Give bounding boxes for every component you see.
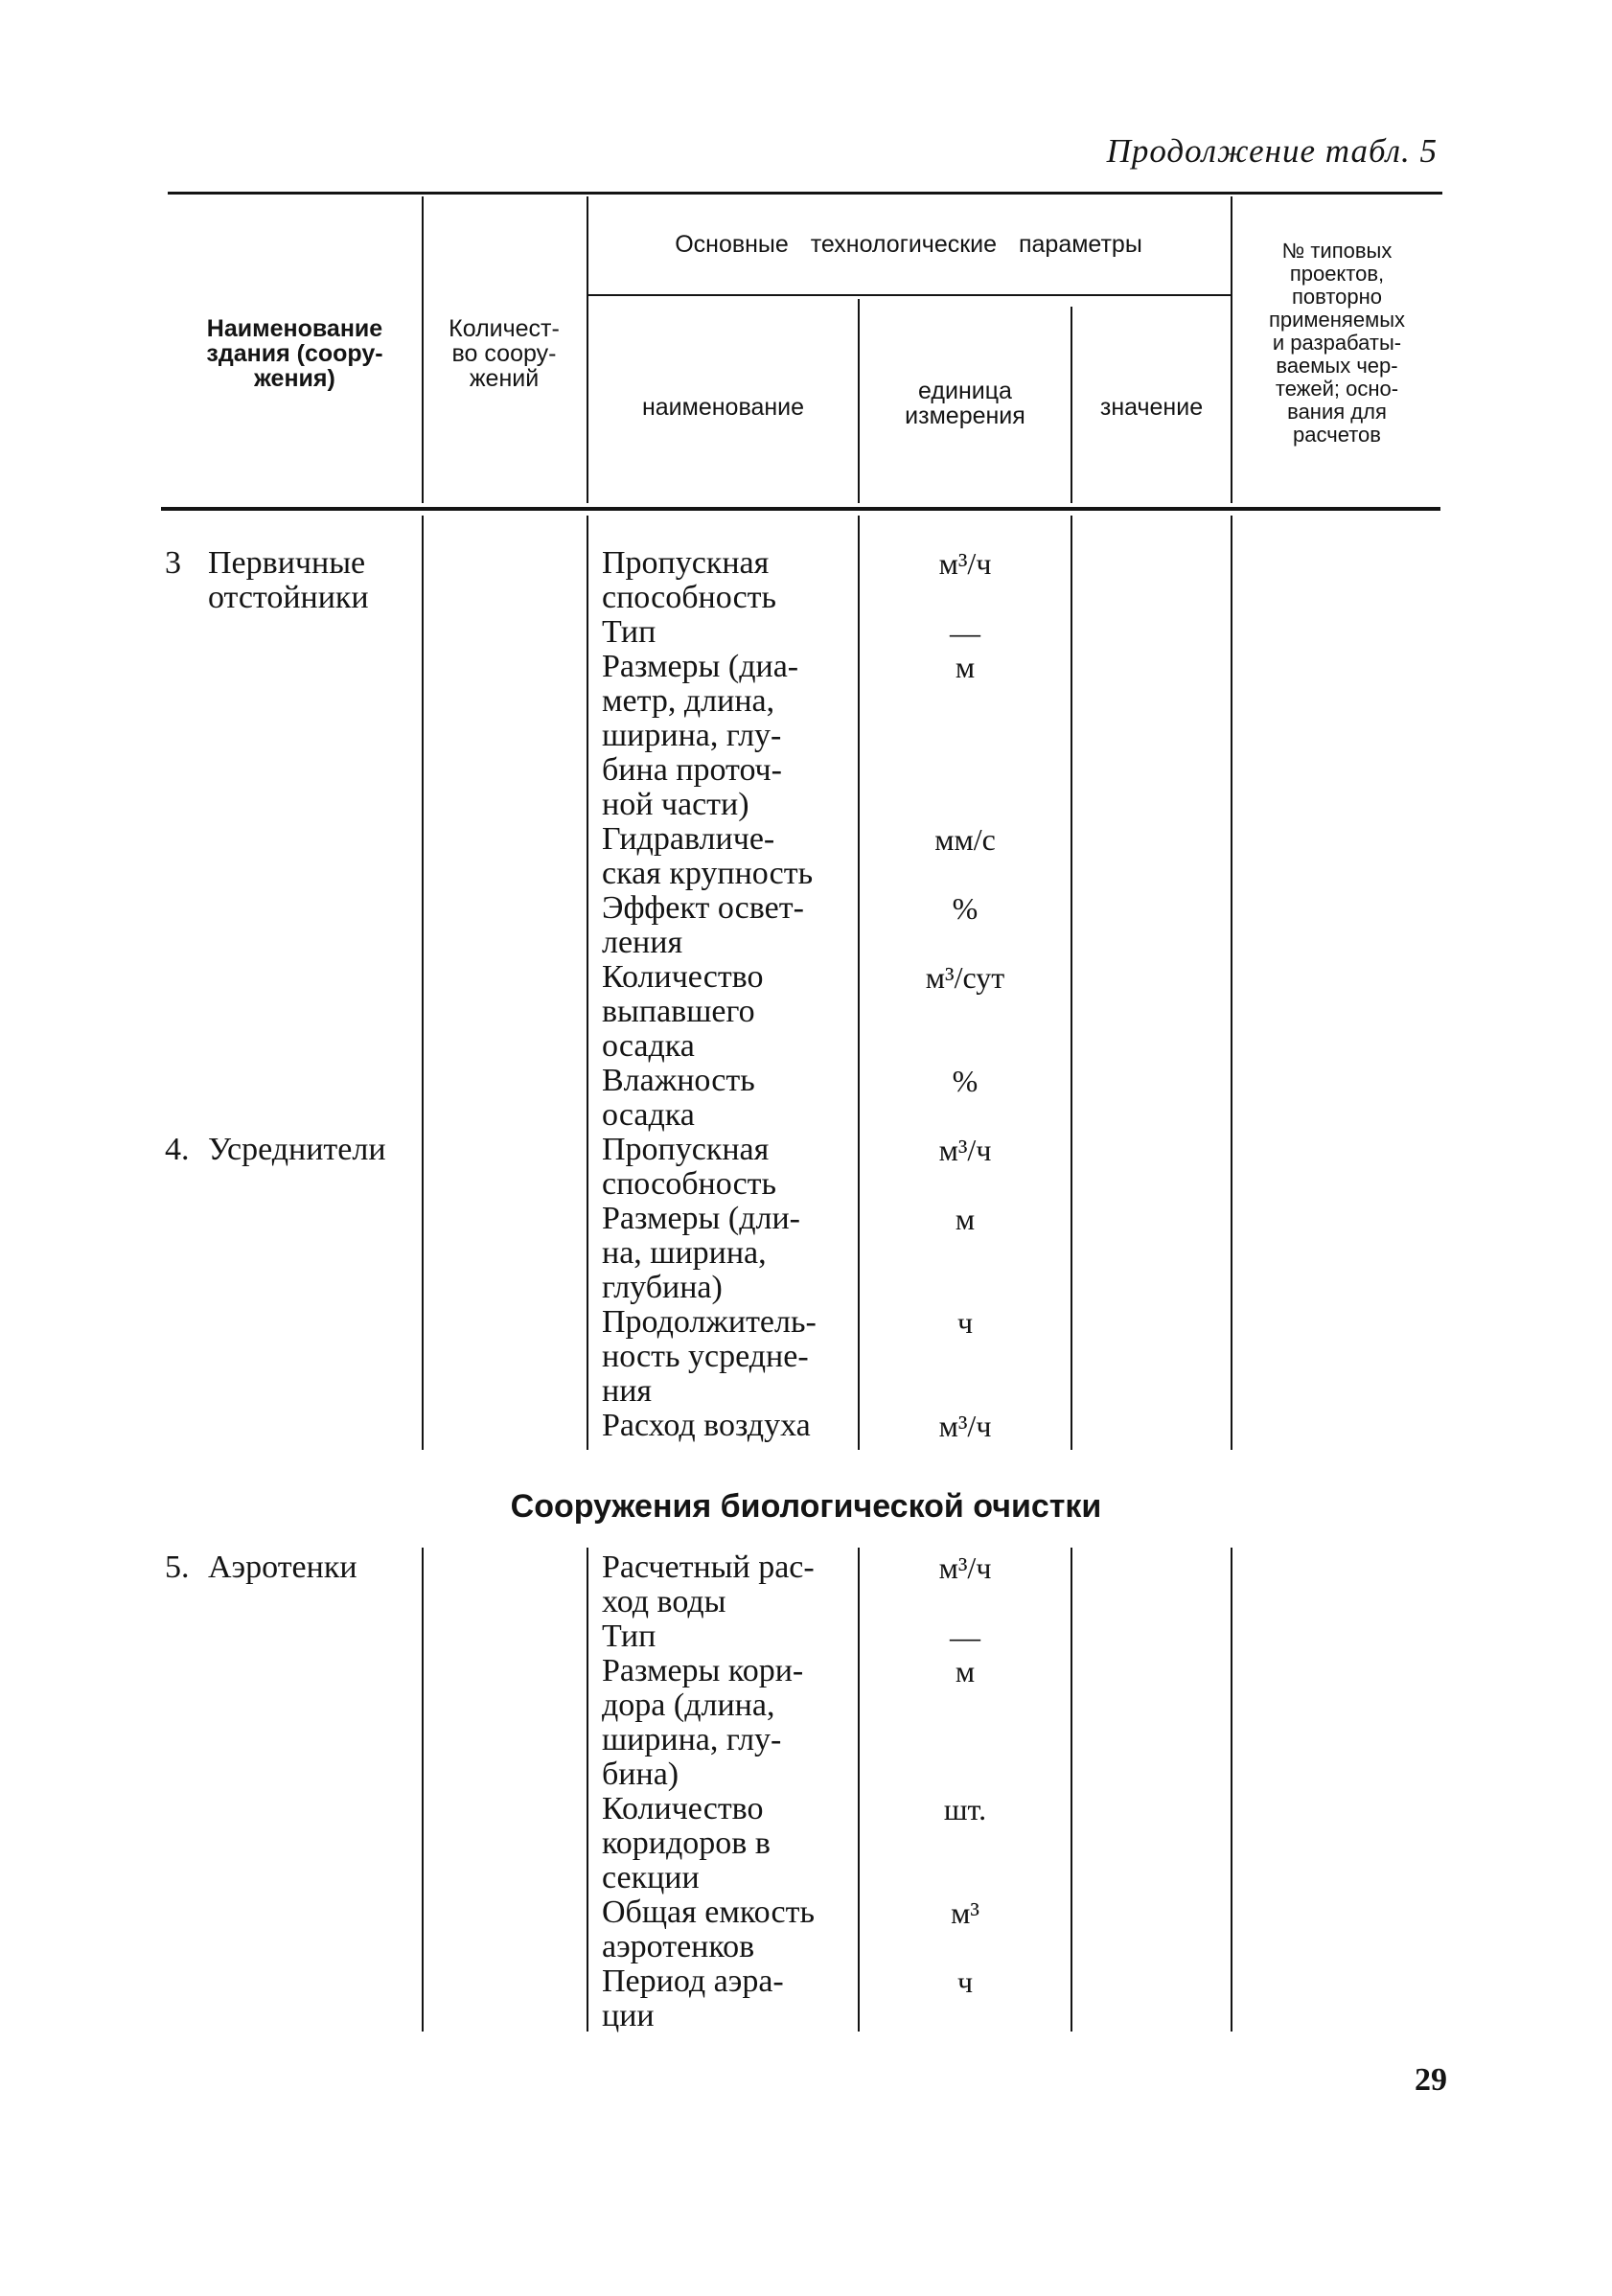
param-unit: мм/с (934, 822, 996, 857)
body-divider (858, 516, 860, 1450)
param-name: Пропускная способность (602, 545, 777, 615)
param-unit: ч (956, 1305, 974, 1340)
header-divider (1231, 196, 1232, 503)
param-name: Расчетный рас- ход воды (602, 1550, 815, 1619)
param-name: Тип (602, 1619, 656, 1654)
param-unit: м (955, 1202, 976, 1236)
params-group-rule (587, 294, 1231, 296)
body-divider (1071, 1548, 1072, 2032)
param-name: Продолжитель- ность усредне- ния (602, 1304, 817, 1409)
header-params-group: Основные технологические параметры (675, 231, 1142, 258)
param-name: Расход воздуха (602, 1408, 811, 1443)
param-name: Влажность осадка (602, 1063, 755, 1133)
header-bottom-rule (161, 507, 1440, 511)
header-value: значение (1099, 394, 1204, 421)
body-divider (587, 1548, 588, 2032)
table-row-name: Первичные отстойники (208, 545, 369, 615)
body-divider (587, 516, 588, 1450)
body-divider (422, 1548, 424, 2032)
param-unit: м³/ч (938, 546, 992, 581)
header-quantity: Количест- во соору- жений (449, 315, 560, 392)
param-name: Размеры (дли- на, ширина, глубина) (602, 1201, 801, 1305)
param-name: Количество коридоров в секции (602, 1791, 771, 1895)
section-heading: Сооружения биологической очистки (510, 1488, 1102, 1525)
page-number: 29 (1415, 2062, 1447, 2098)
param-unit: м³/ч (938, 1133, 992, 1167)
param-unit: м (955, 1654, 976, 1688)
header-divider (422, 196, 424, 503)
param-name: Гидравличе- ская крупность (602, 821, 814, 891)
param-name: Период аэра- ции (602, 1963, 784, 2033)
param-unit: шт. (943, 1792, 987, 1826)
param-unit: м³/ч (938, 1550, 992, 1585)
body-divider (1071, 516, 1072, 1450)
header-unit: единица измерения (905, 378, 1025, 429)
header-project-numbers: № типовых проектов, повторно применяемых и разрабаты- ваемых чер- тежей; осно- вания для расчетов (1268, 239, 1406, 447)
param-name: Размеры кори- дора (длина, ширина, глу- бина) (602, 1653, 804, 1792)
param-unit: м³/сут (925, 960, 1005, 995)
param-unit: м³ (951, 1895, 979, 1930)
body-divider (1231, 1548, 1232, 2032)
body-divider (422, 516, 424, 1450)
param-name: Эффект освет- ления (602, 890, 804, 960)
header-param-name: наименование (641, 394, 805, 421)
param-unit: — (950, 1619, 980, 1654)
body-divider (858, 1548, 860, 2032)
param-name: Общая емкость аэротенков (602, 1894, 815, 1964)
table-row-number: 3 (165, 545, 181, 581)
param-name: Количество выпавшего осадка (602, 959, 764, 1064)
table-row-number: 4. (165, 1132, 190, 1167)
table-row-number: 5. (165, 1550, 190, 1585)
param-unit: м (955, 650, 976, 684)
table-row-name: Усреднители (208, 1132, 386, 1167)
table-top-rule (168, 192, 1442, 195)
param-unit: % (952, 1064, 979, 1098)
param-name: Размеры (диа- метр, длина, ширина, глу- бина проточ- ной части) (602, 649, 799, 822)
table-row-name: Аэротенки (208, 1550, 357, 1585)
param-unit: м³/ч (938, 1409, 992, 1443)
param-unit: — (950, 615, 980, 650)
param-unit: % (952, 891, 979, 926)
param-name: Тип (602, 614, 656, 650)
param-name: Пропускная способность (602, 1132, 777, 1202)
param-unit: ч (956, 1964, 974, 1999)
header-building-name: Наименование здания (соору- жения) (206, 315, 383, 392)
body-divider (1231, 516, 1232, 1450)
table-continuation-label: Продолжение табл. 5 (1106, 132, 1438, 170)
